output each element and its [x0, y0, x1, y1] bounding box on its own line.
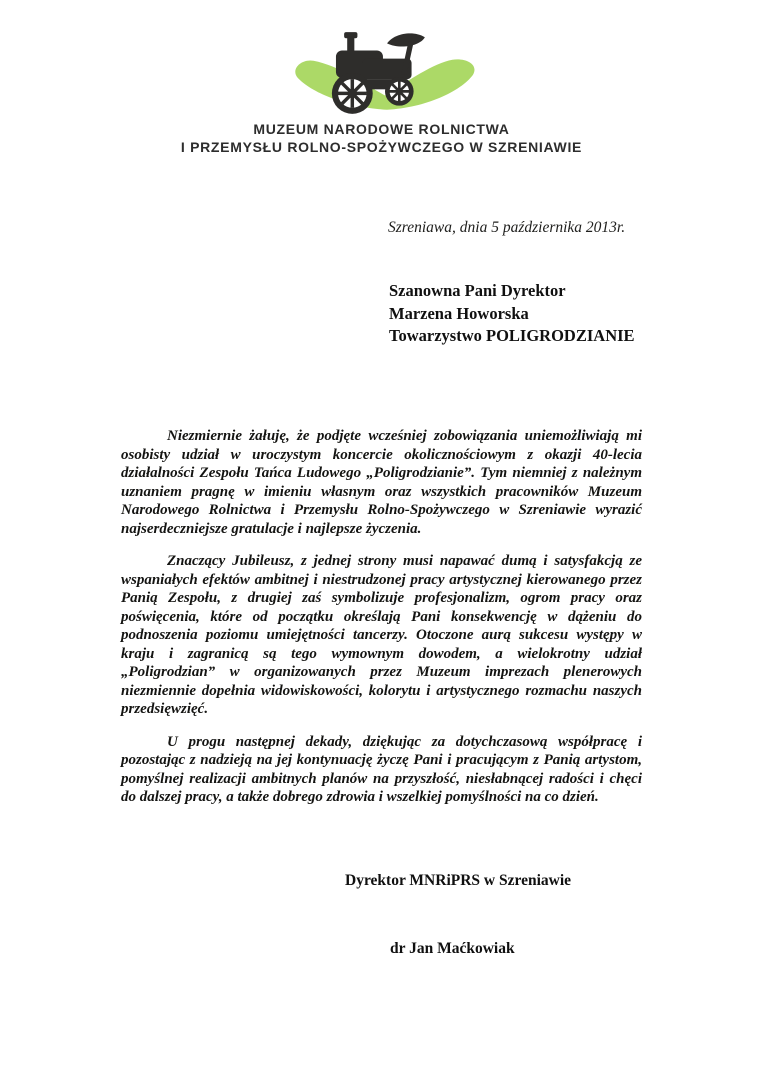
- letter-body: [121, 427, 642, 807]
- recipient-block: [389, 280, 635, 348]
- signature-name: dr Jan Maćkowiak: [390, 940, 515, 957]
- dateline: Szreniawa, dnia 5 października 2013r.: [388, 219, 626, 236]
- paragraph-3: U progu następnej dekady, dziękując za dotychczasową współpracę i pozostając z nadzieją na jej kontynuację życzę Pani i pracującym z Panią artystom, pomyślnej realizacji ambitnych planów na przyszłość, niesłabnącej radości i chęci do dalszej pracy, a także dobrego zdrowia i wszelkiej pomyślności na co dzień.: [121, 733, 642, 805]
- museum-logo: [291, 30, 479, 118]
- recipient-organization: Towarzystwo POLIGRODZIANIE: [389, 326, 635, 345]
- signature-title: Dyrektor MNRiPRS w Szreniawie: [345, 872, 572, 889]
- paragraph-1: Niezmiernie żałuję, że podjęte wcześniej zobowiązania uniemożliwiają mi osobisty udział w uroczystym koncercie okolicznościowym z okazji 40-lecia działalności Zespołu Tańca Ludowego „Poligrodzianie”. Tym niemniej z należnym uznaniem pragnę w imieniu własnym oraz wszystkich pracowników Muzeum Narodowego Rolnictwa i Przemysłu Rolno-Spożywczego w Szreniawie wyrazić najserdeczniejsze gratulacje i najlepsze życzenia.: [121, 428, 642, 537]
- recipient-name: Marzena Howorska: [389, 303, 529, 323]
- org-name-line1: MUZEUM NARODOWE ROLNICTWA: [253, 121, 510, 137]
- letterhead: [0, 120, 763, 156]
- paragraph-2: Znaczący Jubileusz, z jednej strony musi napawać dumą i satysfakcją ze wspaniałych efektów ambitnej i niestrudzonej pracy artystycznej kierowanego przez Panią Zespołu, z drugiej zaś symbolizuje profesjonalizm, ogrom pracy oraz poświęcenia, które od początku określają Pani konsekwencję w dążeniu do podnoszenia poziomu umiejętności tancerzy. Otoczone aurą sukcesu występy w kraju i zagranicą są tego wymownym dowodem, a wielokrotny udział „Poligrodzian” w organizowanych przez Muzeum imprezach plenerowych niezmiennie dopełnia widowiskowości, kolorytu i artystycznego rozmachu naszych przedsięwzięć.: [121, 553, 642, 717]
- org-name-line2: I PRZEMYSŁU ROLNO-SPOŻYWCZEGO W SZRENIAWIE: [180, 139, 583, 155]
- recipient-salutation: Szanowna Pani Dyrektor: [389, 281, 566, 300]
